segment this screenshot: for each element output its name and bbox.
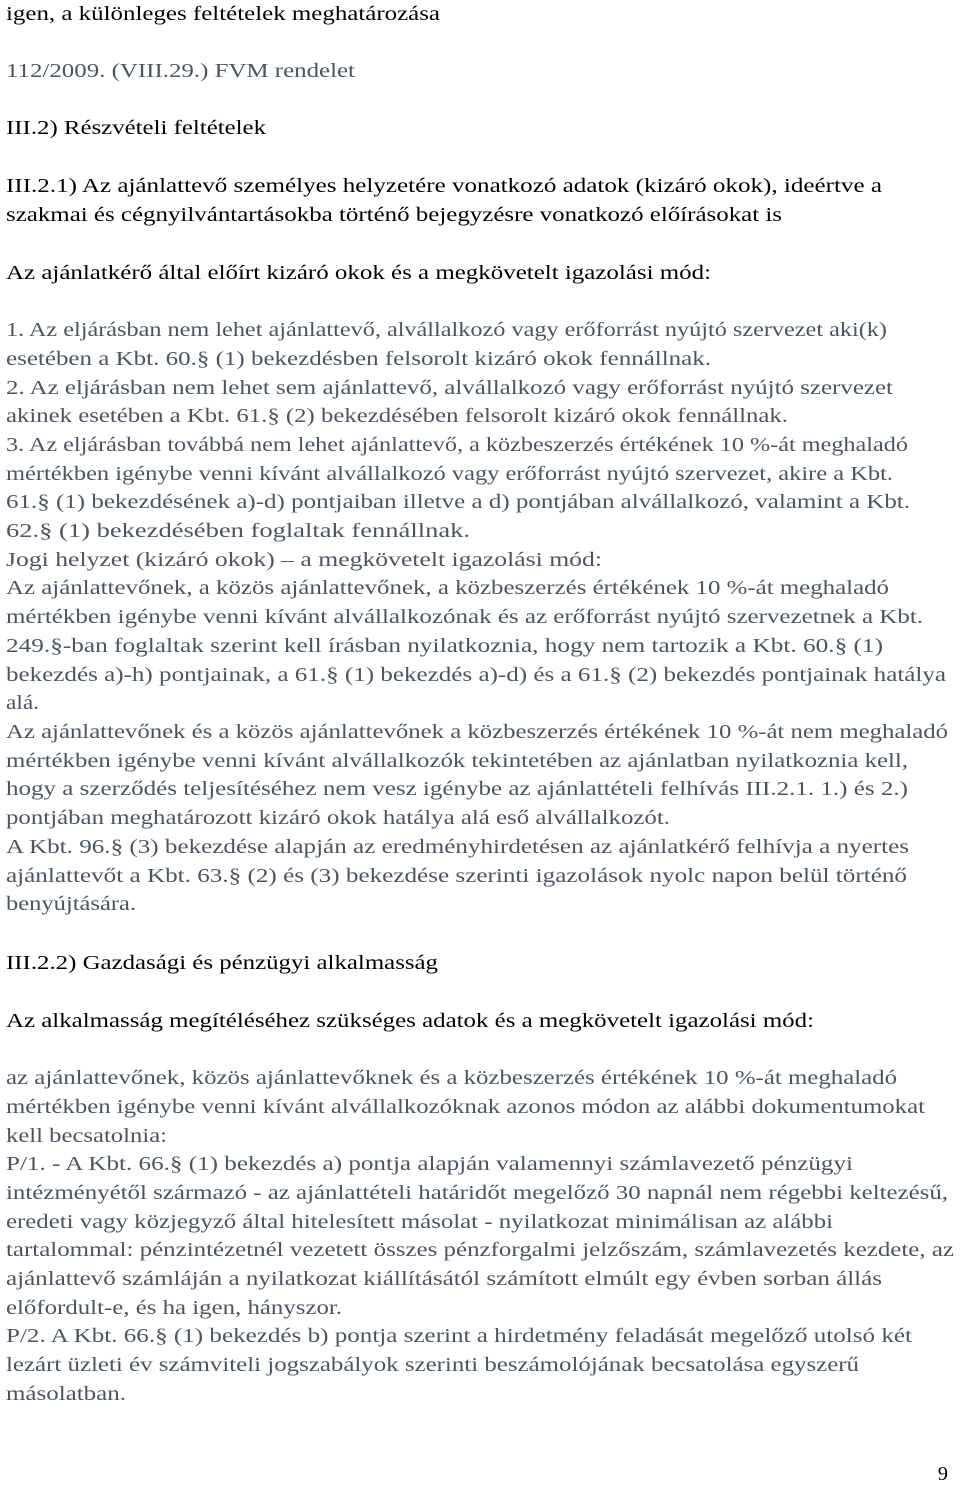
text-line: mértékben igénybe venni kívánt alvállalkozó vagy erőforrást nyújtó szervezet, akire a Kbt. [6, 463, 893, 485]
text-line: szakmai és cégnyilvántartásokba történő bejegyzésre vonatkozó előírásokat is [6, 204, 783, 226]
text-line: Az alkalmasság megítéléséhez szükséges adatok és a megkövetelt igazolási mód: [6, 1010, 814, 1032]
text-line: III.2.1) Az ajánlattevő személyes helyzetére vonatkozó adatok (kizáró okok), ideértve a [6, 175, 882, 197]
text-line: 2. Az eljárásban nem lehet sem ajánlattevő, alvállalkozó vagy erőforrást nyújtó szervezet [6, 377, 893, 399]
text-line: eredeti vagy közjegyző által hitelesített másolat - nyilatkozat minimálisan az alábbi [6, 1211, 834, 1233]
text-line: III.2.2) Gazdasági és pénzügyi alkalmasság [6, 952, 438, 974]
text-line: mértékben igénybe venni kívánt alvállalkozónak és az erőforrást nyújtó szervezetnek a Kbt. [6, 606, 924, 628]
text-line: az ajánlattevőnek, közös ajánlattevőknek és a közbeszerzés értékének 10 %-át meghaladó [6, 1067, 898, 1089]
text-line: Jogi helyzet (kizáró okok) – a megkövetelt igazolási mód: [6, 549, 602, 571]
text-line: A Kbt. 96.§ (3) bekezdése alapján az eredményhirdetésen az ajánlatkérő felhívja a nyertes [6, 836, 909, 858]
text-line: mértékben igénybe venni kívánt alvállalkozók tekintetében az ajánlatban nyilatkoznia kell, [6, 750, 909, 772]
text-line: P/1. - A Kbt. 66.§ (1) bekezdés a) pontja alapján valamennyi számlavezető pénzügyi [6, 1153, 854, 1175]
text-line: kell becsatolnia: [6, 1125, 168, 1147]
text-line: III.2) Részvételi feltételek [6, 117, 267, 139]
text-line: Az ajánlattevőnek és a közös ajánlattevőnek a közbeszerzés értékének 10 %-át nem meghaladó [6, 721, 948, 743]
text-line: 249.§-ban foglaltak szerint kell írásban nyilatkoznia, hogy nem tartozik a Kbt. 60.§ (1) [6, 635, 883, 657]
text-line: mértékben igénybe venni kívánt alvállalkozóknak azonos módon az alábbi dokumentumokat [6, 1096, 925, 1118]
page-number: 9 [937, 1463, 948, 1485]
text-line: pontjában meghatározott kizáró okok hatálya alá eső alvállalkozót. [6, 807, 670, 829]
text-line: 1. Az eljárásban nem lehet ajánlattevő, alvállalkozó vagy erőforrást nyújtó szervezet aki(k) [6, 319, 887, 341]
text-line: benyújtására. [6, 893, 136, 915]
text-line: 62.§ (1) bekezdésében foglaltak fennállnak. [6, 520, 471, 542]
text-line: intézményétől származó - az ajánlattételi határidőt megelőző 30 napnál nem régebbi keltezésű, [6, 1182, 948, 1204]
text-line: esetében a Kbt. 60.§ (1) bekezdésben felsorolt kizáró okok fennállnak. [6, 348, 712, 370]
text-line: bekezdés a)-h) pontjainak, a 61.§ (1) bekezdés a)-d) és a 61.§ (2) bekezdés pontjainak hatálya [6, 664, 947, 686]
text-line: Az ajánlatkérő által előírt kizáró okok és a megkövetelt igazolási mód: [6, 262, 712, 284]
text-line: 3. Az eljárásban továbbá nem lehet ajánlattevő, a közbeszerzés értékének 10 %-át meghaladó [6, 434, 908, 456]
text-line: ajánlattevő számláján a nyilatkozat kiállításától számított elmúlt egy évben sorban állás [6, 1268, 882, 1290]
text-line: ajánlattevőt a Kbt. 63.§ (2) és (3) bekezdése szerinti igazolások nyolc napon belül történő [6, 865, 908, 887]
text-line: 61.§ (1) bekezdésének a)-d) pontjaiban illetve a d) pontjában alvállalkozó, valamint a Kbt. [6, 491, 911, 513]
text-line: hogy a szerződés teljesítéséhez nem vesz igénybe az ajánlattételi felhívás III.2.1. 1.) és 2.) [6, 778, 908, 800]
text-line: lezárt üzleti év számviteli jogszabályok szerinti beszámolójának becsatolása egyszerű [6, 1354, 860, 1376]
text-line: 112/2009. (VIII.29.) FVM rendelet [6, 60, 355, 82]
text-line: alá. [6, 692, 39, 714]
text-line: előfordult-e, és ha igen, hányszor. [6, 1297, 343, 1319]
text-line: tartalommal: pénzintézetnél vezetett összes pénzforgalmi jelzőszám, számlavezetés kezdete, az [6, 1239, 954, 1261]
text-line: akinek esetében a Kbt. 61.§ (2) bekezdésében felsorolt kizáró okok fennállnak. [6, 405, 788, 427]
text-line: másolatban. [6, 1383, 127, 1405]
text-line: igen, a különleges feltételek meghatározása [6, 3, 441, 25]
text-line: Az ajánlattevőnek, a közös ajánlattevőnek, a közbeszerzés értékének 10 %-át meghaladó [6, 577, 890, 599]
text-line: P/2. A Kbt. 66.§ (1) bekezdés b) pontja szerint a hirdetmény feladását megelőző utolsó két [6, 1325, 912, 1347]
